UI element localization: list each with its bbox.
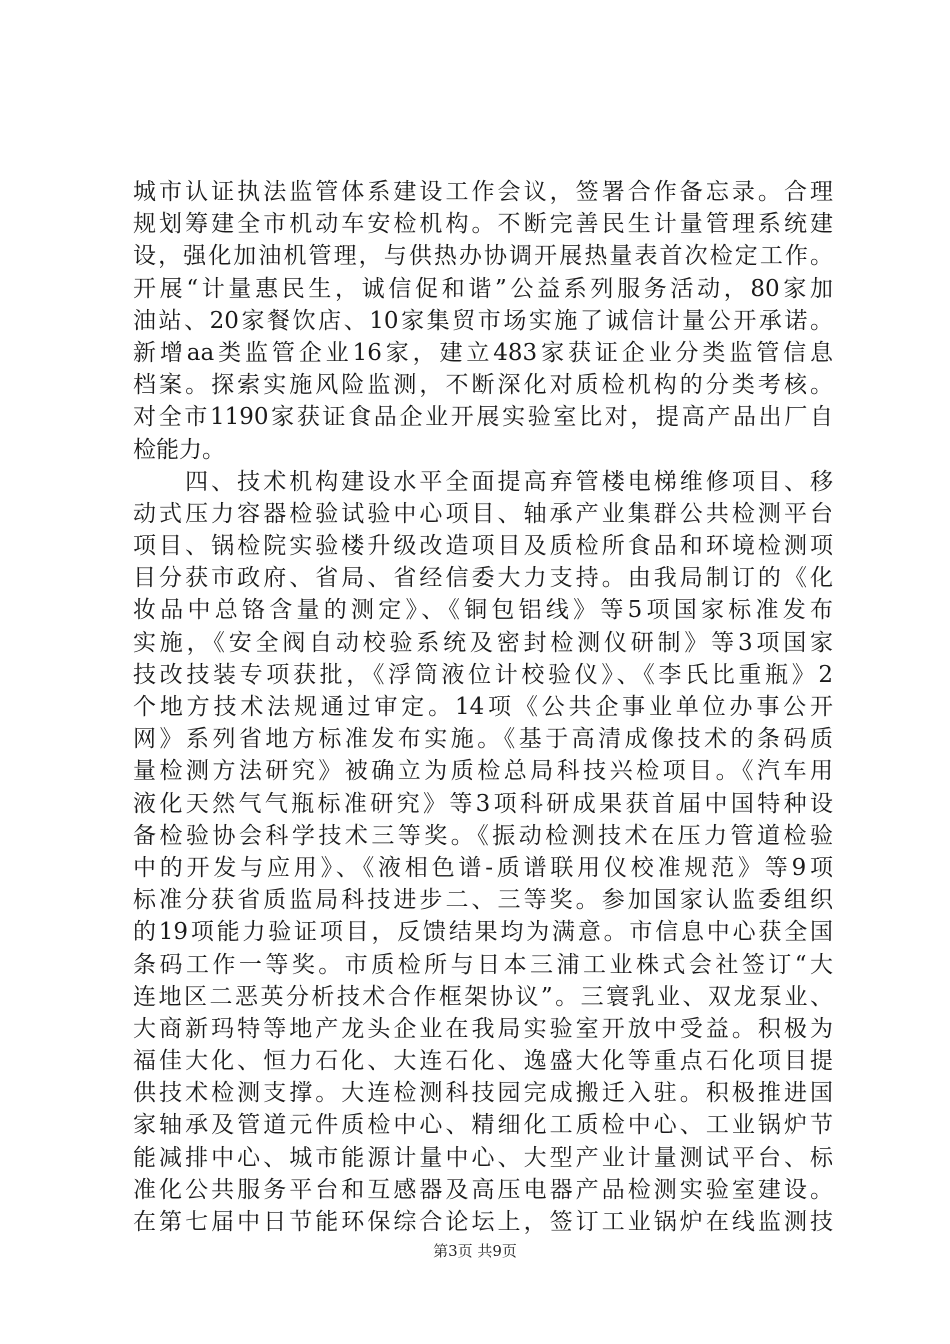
text-line: 网》系列省地方标准发布实施。《基于高清成像技术的条码质 — [133, 726, 833, 753]
text-line: 福佳大化、恒力石化、大连石化、逸盛大化等重点石化项目提 — [133, 1048, 833, 1075]
text-line: 实施，《安全阀自动校验系统及密封检测仪研制》等3项国家 — [133, 629, 833, 656]
text-line: 能减排中心、城市能源计量中心、大型产业计量测试平台、标 — [133, 1144, 833, 1171]
text-line: 城市认证执法监管体系建设工作会议，签署合作备忘录。合理 — [133, 179, 833, 205]
text-line: 目分获市政府、省局、省经信委大力支持。由我局制订的《化 — [133, 565, 833, 592]
text-line: 对全市1190家获证食品企业开展实验室比对，提高产品出厂自 — [133, 404, 833, 431]
text-line: 技改技装专项获批，《浮筒液位计校验仪》、《李氏比重瓶》2 — [133, 661, 833, 688]
text-line: 个地方技术法规通过审定。14项《公共企事业单位办事公开 — [133, 694, 833, 720]
text-line: 大商新玛特等地产龙头企业在我局实验室开放中受益。积极为 — [133, 1015, 833, 1042]
text-line: 条码工作一等奖。市质检所与日本三浦工业株式会社签订“大 — [133, 951, 833, 978]
text-line: 项目、锅检院实验楼升级改造项目及质检所食品和环境检测项 — [133, 533, 833, 560]
text-line: 油站、20家餐饮店、10家集贸市场实施了诚信计量公开承诺。 — [133, 307, 833, 334]
page-number-footer: 第3页 共9页 — [433, 1242, 517, 1260]
text-line: 四、技术机构建设水平全面提高弃管楼电梯维修项目、移 — [133, 468, 833, 495]
body-text — [133, 176, 833, 1238]
text-line: 档案。探索实施风险监测，不断深化对质检机构的分类考核。 — [133, 372, 833, 399]
text-line: 供技术检测支撑。大连检测科技园完成搬迁入驻。积极推进国 — [133, 1080, 833, 1107]
text-line: 家轴承及管道元件质检中心、精细化工质检中心、工业锅炉节 — [133, 1112, 833, 1139]
text-line: 中的开发与应用》、《液相色谱-质谱联用仪校准规范》等9项 — [133, 854, 833, 881]
text-line: 连地区二恶英分析技术合作框架协议”。三寰乳业、双龙泵业、 — [133, 983, 833, 1010]
text-line: 的19项能力验证项目，反馈结果均为满意。市信息中心获全国 — [133, 919, 833, 946]
text-line: 规划筹建全市机动车安检机构。不断完善民生计量管理系统建 — [133, 211, 833, 238]
text-line: 新增aa类监管企业16家，建立483家获证企业分类监管信息 — [133, 339, 833, 366]
text-line: 准化公共服务平台和互感器及高压电器产品检测实验室建设。 — [133, 1176, 833, 1203]
text-line: 设，强化加油机管理，与供热办协调开展热量表首次检定工作。 — [133, 243, 833, 270]
text-line: 开展“计量惠民生，诚信促和谐”公益系列服务活动，80家加 — [133, 275, 833, 302]
text-line: 动式压力容器检验试验中心项目、轴承产业集群公共检测平台 — [133, 500, 833, 527]
text-line: 检能力。 — [133, 436, 225, 463]
text-line: 量检测方法研究》被确立为质检总局科技兴检项目。《汽车用 — [133, 758, 833, 785]
text-line: 在第七届中日节能环保综合论坛上，签订工业锅炉在线监测技 — [133, 1209, 833, 1235]
text-line: 妆品中总铬含量的测定》、《铜包铝线》等5项国家标准发布 — [133, 597, 833, 624]
text-line: 标准分获省质监局科技进步二、三等奖。参加国家认监委组织 — [133, 887, 833, 914]
text-line: 备检验协会科学技术三等奖。《振动检测技术在压力管道检验 — [133, 822, 833, 849]
text-line: 液化天然气气瓶标准研究》等3项科研成果获首届中国特种设 — [133, 790, 833, 817]
